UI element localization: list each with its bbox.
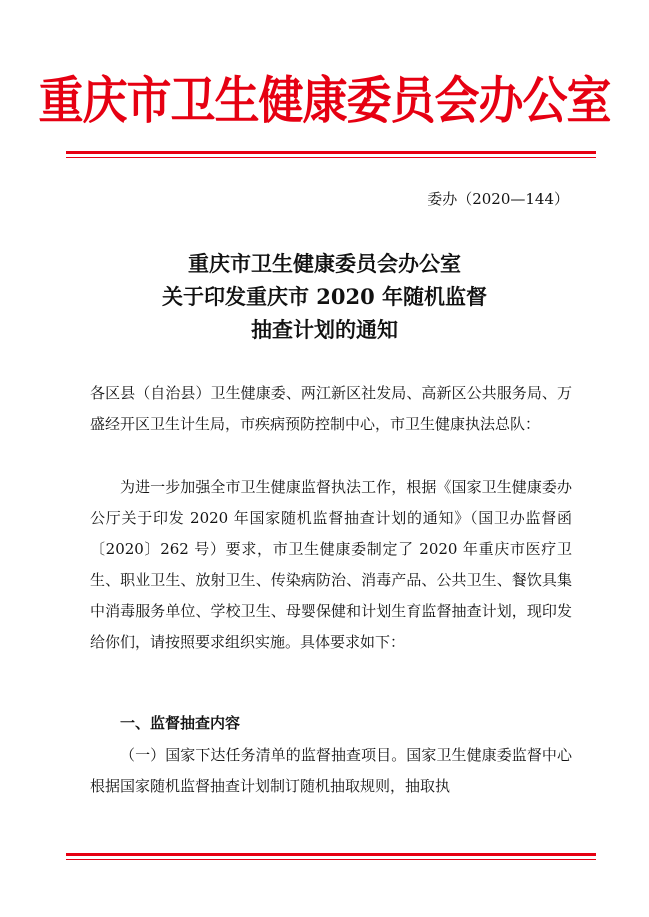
body-paragraph-1: 为进一步加强全市卫生健康监督执法工作，根据《国家卫生健康委办公厅关于印发 2020 年国家随机监督抽查计划的通知》（国卫办监督函〔2020〕262 号）要求，市卫生健康委制定了 2020 年重庆市医疗卫生、职业卫生、放射卫生、传染病防治、消毒产品、公共卫生、餐饮具集中消毒服务单位、学校卫生、母婴保健和计划生育监督抽查计划，现印发给你们，请按照要求组织实施。具体要求如下： [90, 478, 572, 651]
masthead-rule-thick [66, 151, 596, 154]
masthead-title: 重庆市卫生健康委员会办公室 [38, 70, 611, 131]
masthead-rule-thin [66, 157, 596, 158]
footer-rule-thin [66, 859, 596, 860]
title-line-3: 抽查计划的通知 [251, 317, 398, 342]
footer-rule-thick [66, 853, 596, 856]
document-number: 委办（2020—144） [427, 190, 569, 208]
title-line-1: 重庆市卫生健康委员会办公室 [188, 251, 461, 276]
addressee-paragraph: 各区县（自治县）卫生健康委、两江新区社发局、高新区公共服务局、万盛经开区卫生计生局，市疾病预防控制中心，市卫生健康执法总队： [90, 384, 572, 433]
title-line-2: 关于印发重庆市 2020 年随机监督 [161, 284, 488, 309]
body-paragraph-2: （一）国家下达任务清单的监督抽查项目。国家卫生健康委监督中心根据国家随机监督抽查计划制订随机抽取规则，抽取执 [90, 746, 572, 795]
section-heading-1: 一、监督抽查内容 [120, 714, 241, 732]
